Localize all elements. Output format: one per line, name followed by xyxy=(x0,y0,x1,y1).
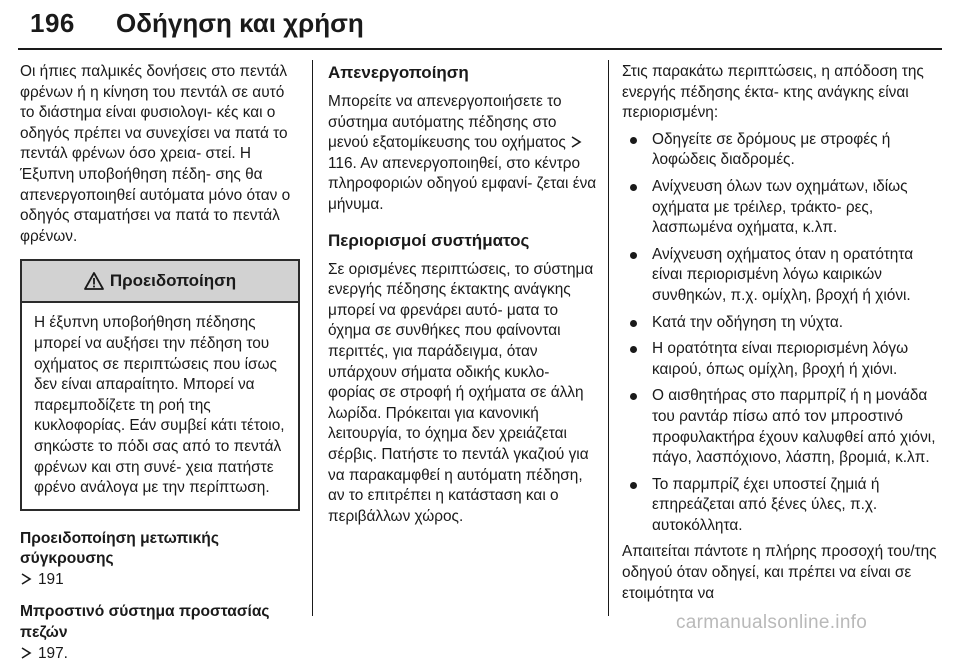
reference-frontal-collision xyxy=(20,570,300,591)
list-item: Οδηγείτε σε δρόμους με στροφές ή λοφώδεις διαδρομές. xyxy=(622,130,940,171)
reference-pedestrian-protection xyxy=(20,644,300,664)
page-title: Οδήγηση και χρήση xyxy=(116,8,364,38)
header-divider xyxy=(18,48,942,50)
bullet-dot xyxy=(630,482,637,489)
list-item: Ανίχνευση οχήματος όταν η ορατότητα είναι περιορισμένη λόγω καιρικών συνθηκών, π.χ. ομίχλη, βροχή ή χιόνι. xyxy=(622,245,940,307)
list-item: Ο αισθητήρας στο παρμπρίζ ή η μονάδα του ραντάρ πίσω από τον μπροστινό προφυλακτήρα έχουν καλυφθεί από χιόνι, πάγο, λασπόχιονο, λάσπη, βρομιά, κ.λπ. xyxy=(622,386,940,468)
bullet-dot xyxy=(630,346,637,353)
list-item: Η ορατότητα είναι περιορισμένη λόγω καιρού, όπως ομίχλη, βροχή ή χιόνι. xyxy=(622,339,940,380)
reference-title-frontal-collision: Προειδοποίηση μετωπικής σύγκρουσης xyxy=(20,529,219,568)
column-middle xyxy=(328,62,600,527)
page-header xyxy=(0,0,960,56)
warning-header xyxy=(22,261,298,303)
warning-box xyxy=(20,259,300,510)
reference-page: 191 xyxy=(38,570,64,588)
list-item: Κατά την οδήγηση τη νύχτα. xyxy=(622,313,940,334)
page-reference-arrow-icon xyxy=(20,647,32,659)
limitations-list xyxy=(622,130,940,537)
reference-page: 116 xyxy=(328,154,353,172)
column-divider-1 xyxy=(312,60,313,616)
bullet-dot xyxy=(630,137,637,144)
column-right xyxy=(622,62,940,604)
intro-paragraph: Οι ήπιες παλμικές δονήσεις στο πεντάλ φρένων ή η κίνηση του πεντάλ σε αυτό το διάστημα είναι φυσιολογι- κές και ο οδηγός πρέπει να συνεχίσει να πατά το πεντάλ φρένων όσο χρεια- στεί. Η Έξυπνη υποβοήθηση πέδη- σης θα απενεργοποιηθεί αυτόματα μόνο όταν ο οδηγός σταματήσει να πατά το πεντάλ φρένων. xyxy=(20,63,291,245)
bullet-dot xyxy=(630,252,637,259)
reference-title-pedestrian-protection: Μπροστινό σύστημα προστασίας πεζών xyxy=(20,603,270,642)
deactivation-paragraph: Μπορείτε να απενεργοποιήσετε το σύστημα αυτόματης πέδησης στο μενού εξατομίκευσης του οχήματος 116. Αν απενεργοποιηθεί, στο κέντρο πληροφοριών οδηγού εμφανί- ζεται ένα μήνυμα. xyxy=(328,93,597,213)
limitations-intro: Στις παρακάτω περιπτώσεις, η απόδοση της ενεργής πέδησης έκτα- κτης ανάγκης είναι περιορισμένη: xyxy=(622,63,924,122)
page-number: 196 xyxy=(30,8,75,38)
bullet-dot xyxy=(630,184,637,191)
section-heading-limitations: Περιορισμοί συστήματος xyxy=(328,230,530,250)
page-reference-arrow-icon xyxy=(570,136,582,148)
section-heading-deactivation: Απενεργοποίηση xyxy=(328,63,469,82)
column-divider-2 xyxy=(608,60,609,616)
bullet-dot xyxy=(630,393,637,400)
warning-title: Προειδοποίηση xyxy=(109,271,237,291)
closing-paragraph: Απαιτείται πάντοτε η πλήρης προσοχή του/της οδηγού όταν οδηγεί, και πρέπει να είναι σε ετοιμότητα να xyxy=(622,543,937,602)
list-item: Το παρμπρίζ έχει υποστεί ζημιά ή επηρεάζεται από ξένες ύλες, π.χ. αυτοκόλλητα. xyxy=(622,475,940,537)
watermark: carmanualsonline.info xyxy=(676,612,868,633)
limitations-paragraph: Σε ορισμένες περιπτώσεις, το σύστημα ενεργής πέδησης έκτακτης ανάγκης μπορεί να φρενάρει αυτό- ματα το όχημα σε συνθήκες που φαίνονται περιττές, για παράδειγμα, όταν υπάρχουν σήματα οδικής κυκλο- φορίας σε στροφή ή οχήματα σε άλλη λωρίδα. Πρόκειται για κανονική λειτουργία, το όχημα δεν χρειάζεται σέρβις. Πατήστε το πεντάλ γκαζιού για να παρακαμφθεί η αυτόματη πέδηση, αν το επιτρέπει η κατάσταση και ο περιβάλλων χώρος. xyxy=(328,260,594,525)
bullet-dot xyxy=(630,320,637,327)
warning-triangle-icon xyxy=(84,272,104,290)
warning-body: Η έξυπνη υποβοήθηση πέδησης μπορεί να αυξήσει την πέδηση του οχήματος σε περιπτώσεις που ίσως δεν είναι απαραίτητο. Μπορεί να παρεμποδίζετε τη ροή της κυκλοφορίας. Εάν συμβεί κάτι τέτοιο, σηκώστε το πόδι σας από το πεντάλ φρένων και στη συνέ- χεια πατήστε φρένο ανάλογα με την περίπτωση. xyxy=(34,314,285,497)
reference-page: 197. xyxy=(38,644,68,662)
column-left xyxy=(20,62,300,664)
page-reference-arrow-icon xyxy=(20,573,32,585)
list-item: Ανίχνευση όλων των οχημάτων, ιδίως οχήματα με τρέιλερ, τράκτο- ρες, λασπωμένα οχήματα, κ.λπ. xyxy=(622,177,940,239)
